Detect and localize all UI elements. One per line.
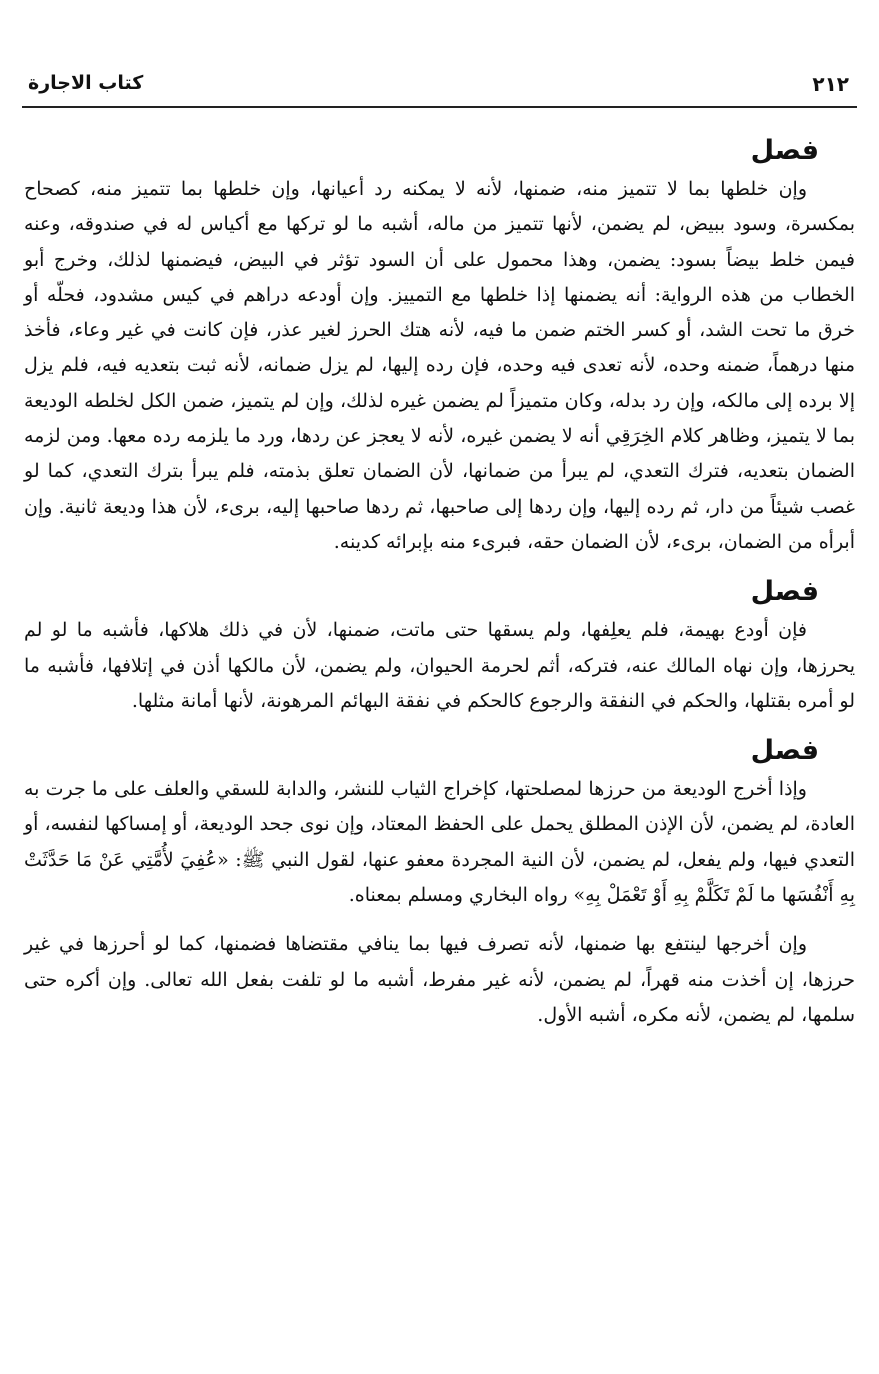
paragraph: وإذا أخرج الوديعة من حرزها لمصلحتها، كإخراج الثياب للنشر، والدابة للسقي والعلف على ما جرت به العادة، لم يضمن، لأن الإذن المطلق يحمل على الحفظ المعتاد، وإن نوى جحد الوديعة، أو إمساكها لنفسه، أو التعدي فيها، ولم يفعل، لم يضمن، لأن النية المجردة معفو عنها، لقول النبي ﷺ: «عُفِيَ لأُمَّتِي عَنْ مَا حَدَّثَتْ بِهِ أَنْفُسَها ما لَمْ تَكَلَّمْ بِهِ أَوْ تَعْمَلْ بِهِ» رواه البخاري ومسلم بمعناه. — [24, 778, 855, 907]
paragraph: وإن خلطها بما لا تتميز منه، ضمنها، لأنه لا يمكنه رد أعيانها، وإن خلطها بما تتميز منه، كصحاح بمكسرة، وسود ببيض، لم يضمن، لأنها تتميز من ماله، أشبه ما لو تركها مع أكياس له في صندوقه، وعنه فيمن خلط بيضاً بسود: يضمن، وهذا محمول على أن السود تؤثر في البيض، فيضمنها لذلك، وخرج أبو الخطاب من هذه الرواية: أنه يضمنها إذا خلطها مع التمييز. وإن أودعه دراهم في كيس مشدود، فحلّه أو خرق ما تحت الشد، أو كسر الختم ضمن ما فيه، لأنه هتك الحرز لغير عذر، فإن كانت في غير وعاء، فأخذ منها درهماً، ضمنه وحده، لأنه تعدى فيه وحده، فإن رده إليها، لم يزل ضمانه، لأنه ثبت بتعديه فيه، فلم يزل إلا برده إلى مالكه، وإن رد بدله، وكان متميزاً لم يضمن غيره لذلك، وإن لم يتميز، ضمن الكل لخلطه الوديعة بما لا يتميز، وظاهر كلام الخِرَقِي أنه لا يضمن غيره، لأنه لا يعجز عن ردها، ورد ما يلزمه رده معها. ومن لزمه الضمان بتعديه، فترك التعدي، لم يبرأ من ضمانها، لأن الضمان تعلق بذمته، فلم يبرأ بترك التعدي، كما لو غصب شيئاً من دار، ثم رده إليها، وإن ردها إلى صاحبها، ثم ردها صاحبها إليه، برىء، لأن هذا وديعة ثانية. وإن أبرأه من الضمان، برىء، لأن الضمان حقه، فبرىء منه بإبرائه كدينه. — [24, 178, 855, 553]
section-title: فصل — [750, 576, 819, 608]
page-body — [24, 130, 855, 1033]
section-title: فصل — [750, 735, 819, 767]
running-title: كتاب الاجارة — [28, 72, 144, 94]
page-number: ٢١٢ — [812, 72, 849, 96]
page-header — [22, 66, 857, 108]
section-title: فصل — [750, 135, 819, 166]
paragraph: فإن أودع بهيمة، فلم يعلِفها، ولم يسقها حتى ماتت، ضمنها، لأن في ذلك هلاكها، فأشبه ما لو لم يحرزها، وإن نهاه المالك عنه، فتركه، أثم لحرمة الحيوان، ولم يضمن، لأن مالكها أذن في إتلافها، فأشبه ما لو أمره بقتلها، والحكم في النفقة والرجوع كالحكم في نفقة البهائم المرهونة، لأنها أمانة مثلها. — [24, 619, 855, 712]
paragraph: وإن أخرجها لينتفع بها ضمنها، لأنه تصرف فيها بما ينافي مقتضاها فضمنها، كما لو أحرزها في غير حرزها، إن أخذت منه قهراً، لم يضمن، لأنه غير مفرط، أشبه ما لو تلفت بفعل الله تعالى. وإن أكره حتى سلمها، لم يضمن، لأنه مكره، أشبه الأول. — [24, 933, 855, 1026]
